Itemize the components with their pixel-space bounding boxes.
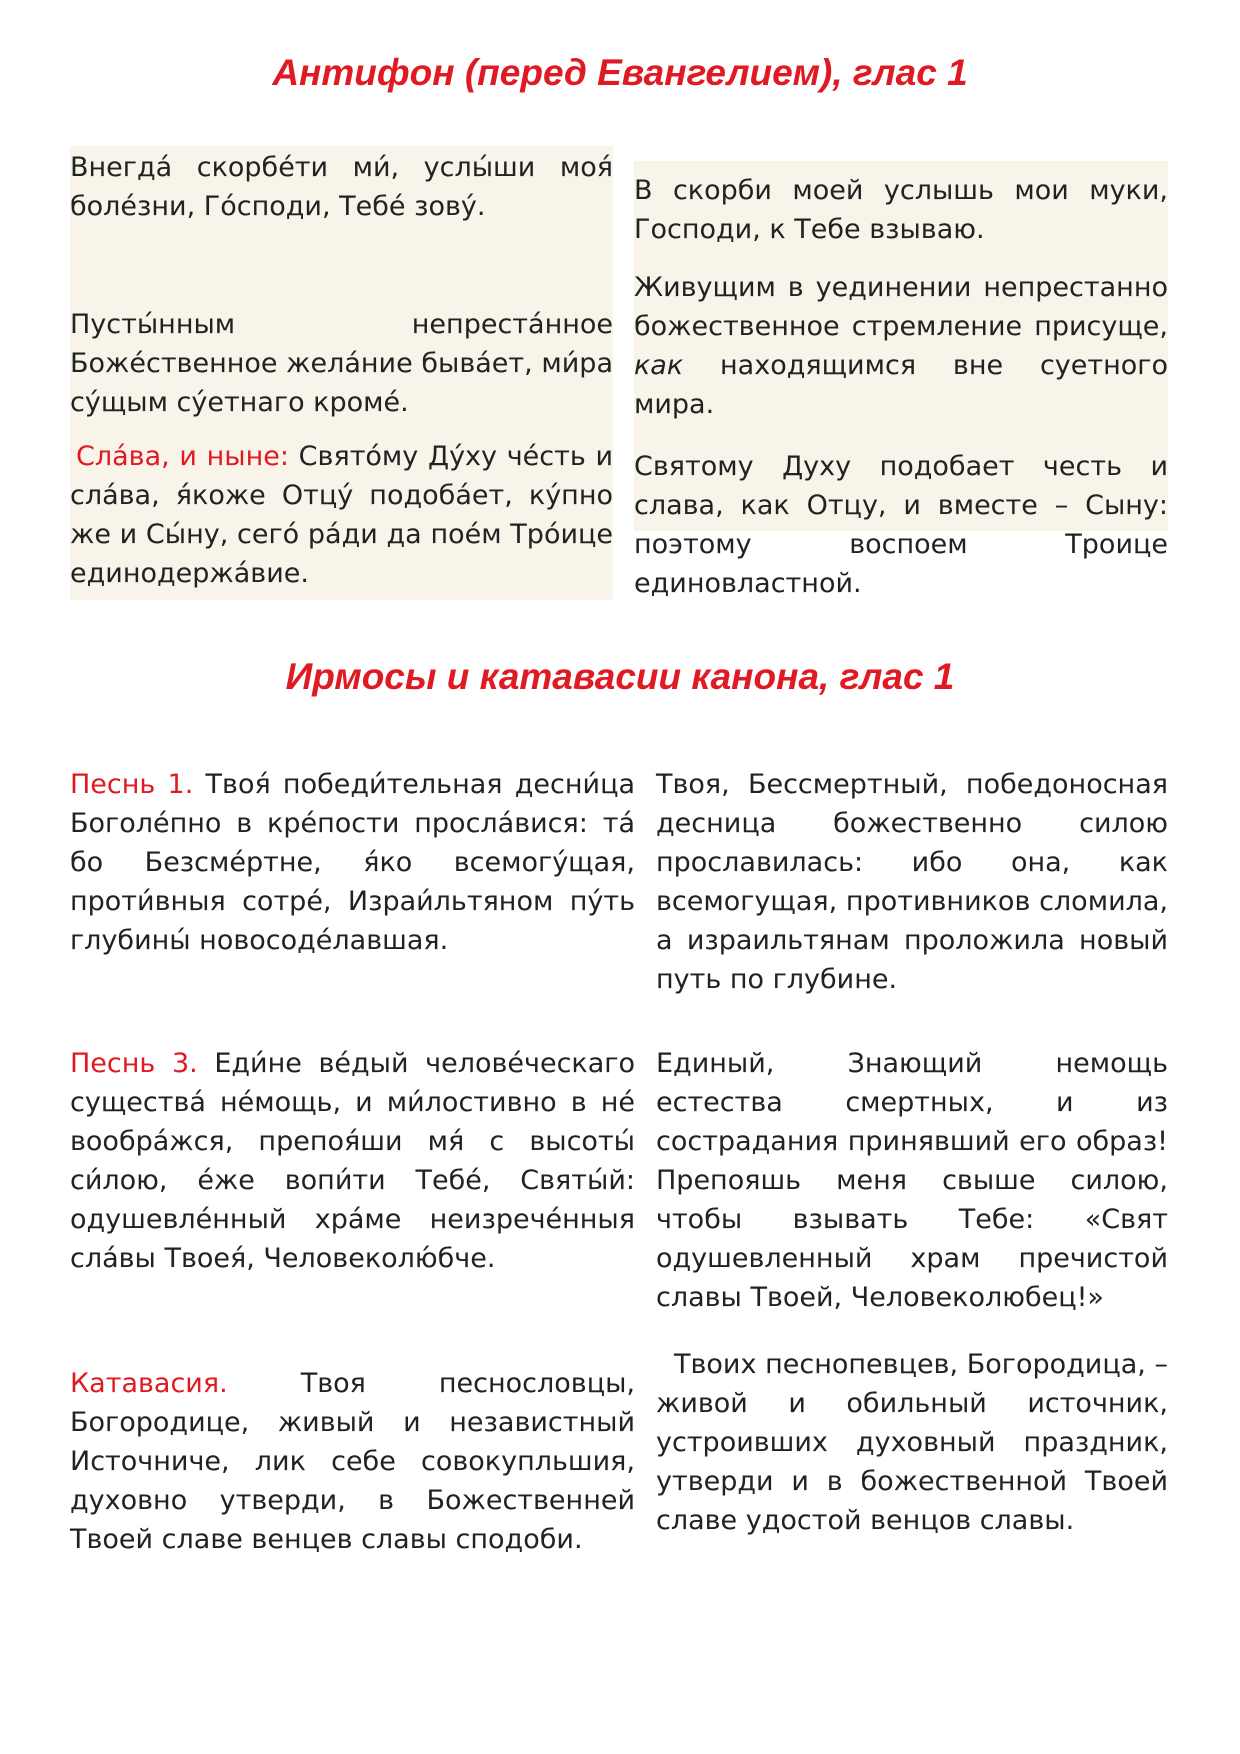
antiphon-church-slavonic-column [70,146,613,600]
song-3-slavonic [70,1044,635,1278]
song-3-russian [656,1044,1168,1317]
song-1-russian-text: Твоя, Бессмертный, победоносная десница божественно силою прославилась: ибо она, как всемогущая, противников сломила, а израильтянам проложила новый путь по глубине. [656,769,1168,995]
verse-2-russian-start: Живущим в уединении непрестанно божественное стремление присуще, [634,272,1168,342]
verse-2-russian-end: находящимся вне суетного мира. [634,350,1168,420]
katavasia-russian [656,1345,1168,1540]
verse-2-russian-italic: как [634,350,684,381]
antiphon-doxology-slavonic [70,437,613,593]
katavasia-slavonic [70,1364,635,1559]
antiphon-verse-1-russian: В скорби моей услышь мои муки, Господи, к Тебе взываю. [634,175,1168,245]
song-1-russian [656,765,1168,999]
katavasia-slavonic-body: Твоя песнословцы, Богородице, живый и независтный Источниче, лик себе совокупльшия, духовно утверди, в Божественней Твоей славе венцев славы сподоби. [70,1368,635,1555]
antiphon-verse-2-russian [634,268,1168,424]
antiphon-verse-2-slavonic: Пусты́нным непреста́нное Боже́ственное жела́ние быва́ет, ми́ра су́щым су́етнаго кроме́. [70,309,613,418]
song-1-slavonic-body: Твоя́ победи́тельная десни́ца Боголе́пно в кре́пости просла́вися: та́ бо Безсме́ртне, я́ко всемогу́щая, проти́вныя сотре́, Израи́льтяном пу́ть глубины́ новосоде́лавшая. [70,769,635,956]
doxology-text-slavonic: Свято́му Ду́ху че́сть и сла́ва, я́коже Отцу́ подоба́ет, ку́пно же и Сы́ну, сего́ ра́ди да пое́м Тро́ице единодержа́вие. [70,441,613,589]
katavasia-russian-text: Твоих песнопевцев, Богородица, – живой и обильный источник, устроивших духовный праздник, утверди и в божественной Твоей славе удостой венцов славы. [656,1349,1168,1536]
song-3-slavonic-body: Еди́не ве́дый челове́ческаго существа́ не́мощь, и ми́лостивно в не́ вообра́жся, препоя́ши мя́ с высоты́ си́лою, е́же вопи́ти Тебе́, Святы́й: одушевле́нный хра́ме неизрече́нныя сла́вы Твоея́, Человеколю́бче. [70,1048,635,1274]
song-1-slavonic-text [70,765,635,960]
section-title-irmoi: Ирмосы и катавасии канона, глас 1 [285,656,955,697]
katavasia-slavonic-text [70,1364,635,1559]
song-1-label: Песнь 1. [70,769,194,800]
section-title-antiphon: Антифон (перед Евангелием), глас 1 [272,52,968,93]
antiphon-russian-column [634,161,1168,599]
song-3-russian-text: Единый, Знающий немощь естества смертных, и из сострадания принявший его образ! Препояшь меня свыше силою, чтобы взывать Тебе: «Свят одушевленный храм пречистой славы Твоей, Человеколюбец!» [656,1048,1168,1313]
katavasia-label: Катавасия. [70,1368,228,1399]
doxology-label: Сла́ва, и ныне: [76,441,289,472]
antiphon-verse-1-slavonic: Внегда́ скорбе́ти ми́, услы́ши моя́ боле́зни, Го́споди, Тебе́ зову́. [70,152,613,222]
song-3-label: Песнь 3. [70,1048,198,1079]
song-1-slavonic [70,765,635,960]
song-3-slavonic-text [70,1044,635,1278]
antiphon-doxology-russian: Святому Духу подобает честь и слава, как Отцу, и вместе – Сыну: поэтому воспоем Троице единовластной. [634,451,1168,599]
